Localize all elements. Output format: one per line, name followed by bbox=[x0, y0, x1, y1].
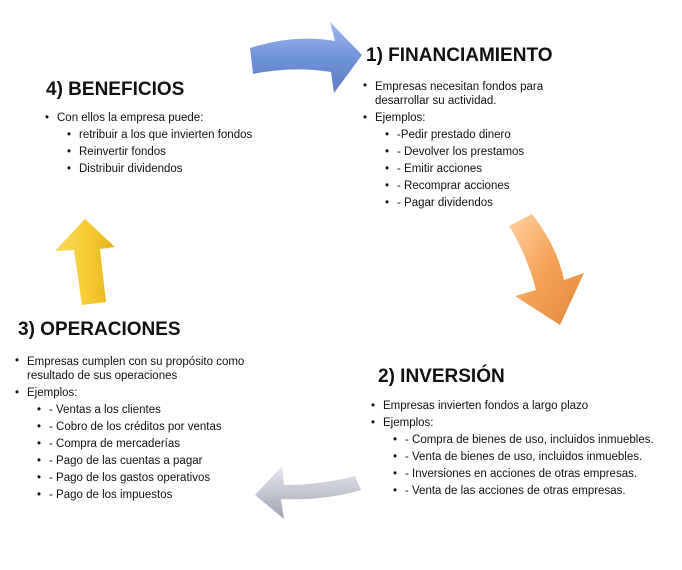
blue-arrow-icon bbox=[250, 22, 362, 93]
list-item: • - Emitir acciones bbox=[385, 161, 563, 178]
list-item: • - Pagar dividendos bbox=[385, 195, 563, 212]
list-item: • Distribuir dividendos bbox=[67, 161, 252, 178]
list-item: • - Ventas a los clientes bbox=[37, 402, 260, 419]
financiamiento-list bbox=[363, 79, 563, 212]
operaciones-list bbox=[15, 354, 260, 504]
list-item: • - Inversiones en acciones de otras empresas. bbox=[393, 466, 654, 483]
list-item: • Con ellos la empresa puede: • retribuir a los que invierten fondos • Reinvertir fondos • Distribuir dividendos bbox=[45, 110, 252, 178]
list-item: • - Compra de mercaderías bbox=[37, 436, 260, 453]
list-item: • - Venta de bienes de uso, incluidos inmuebles. bbox=[393, 449, 654, 466]
list-item: • - Pago de los impuestos bbox=[37, 487, 260, 504]
gray-arrow-icon bbox=[255, 466, 361, 519]
list-item: • -Pedir prestado dinero bbox=[385, 127, 563, 144]
beneficios-title: 4) BENEFICIOS bbox=[46, 79, 185, 100]
list-item: • - Compra de bienes de uso, incluidos inmuebles. bbox=[393, 432, 654, 449]
beneficios-list bbox=[45, 110, 252, 178]
orange-arrow-icon bbox=[509, 214, 584, 325]
list-item: • Empresas invierten fondos a largo plazo bbox=[371, 398, 654, 415]
financiamiento-title: 1) FINANCIAMIENTO bbox=[366, 45, 553, 66]
list-item: • Empresas cumplen con su propósito como resultado de sus operaciones bbox=[15, 354, 260, 385]
yellow-arrow-icon bbox=[55, 219, 115, 305]
inversion-title: 2) INVERSIÓN bbox=[378, 366, 505, 387]
list-item: • - Cobro de los créditos por ventas bbox=[37, 419, 260, 436]
list-item: • Ejemplos: • - Ventas a los clientes • - Cobro de los créditos por ventas • - Compra de mercaderías • - Pago de las cuentas a pagar • - Pago de los gastos operativos • - Pago de los impuestos bbox=[15, 385, 260, 504]
list-item: • Ejemplos: • -Pedir prestado dinero • - Devolver los prestamos • - Emitir acciones • - Recomprar acciones • - Pagar dividendos bbox=[363, 110, 563, 212]
list-item: • Ejemplos: • - Compra de bienes de uso, incluidos inmuebles. • - Venta de bienes de uso, incluidos inmuebles. • - Inversiones en acciones de otras empresas. • - Venta de las acciones de otras empresas. bbox=[371, 415, 654, 500]
list-item: • - Devolver los prestamos bbox=[385, 144, 563, 161]
operaciones-title: 3) OPERACIONES bbox=[18, 319, 181, 340]
list-item: • Reinvertir fondos bbox=[67, 144, 252, 161]
list-item: • Empresas necesitan fondos para desarrollar su actividad. bbox=[363, 79, 563, 110]
inversion-list bbox=[371, 398, 654, 500]
list-item: • - Recomprar acciones bbox=[385, 178, 563, 195]
list-item: • - Pago de las cuentas a pagar bbox=[37, 453, 260, 470]
list-item: • retribuir a los que invierten fondos bbox=[67, 127, 252, 144]
list-item: • - Pago de los gastos operativos bbox=[37, 470, 260, 487]
list-item: • - Venta de las acciones de otras empresas. bbox=[393, 483, 654, 500]
